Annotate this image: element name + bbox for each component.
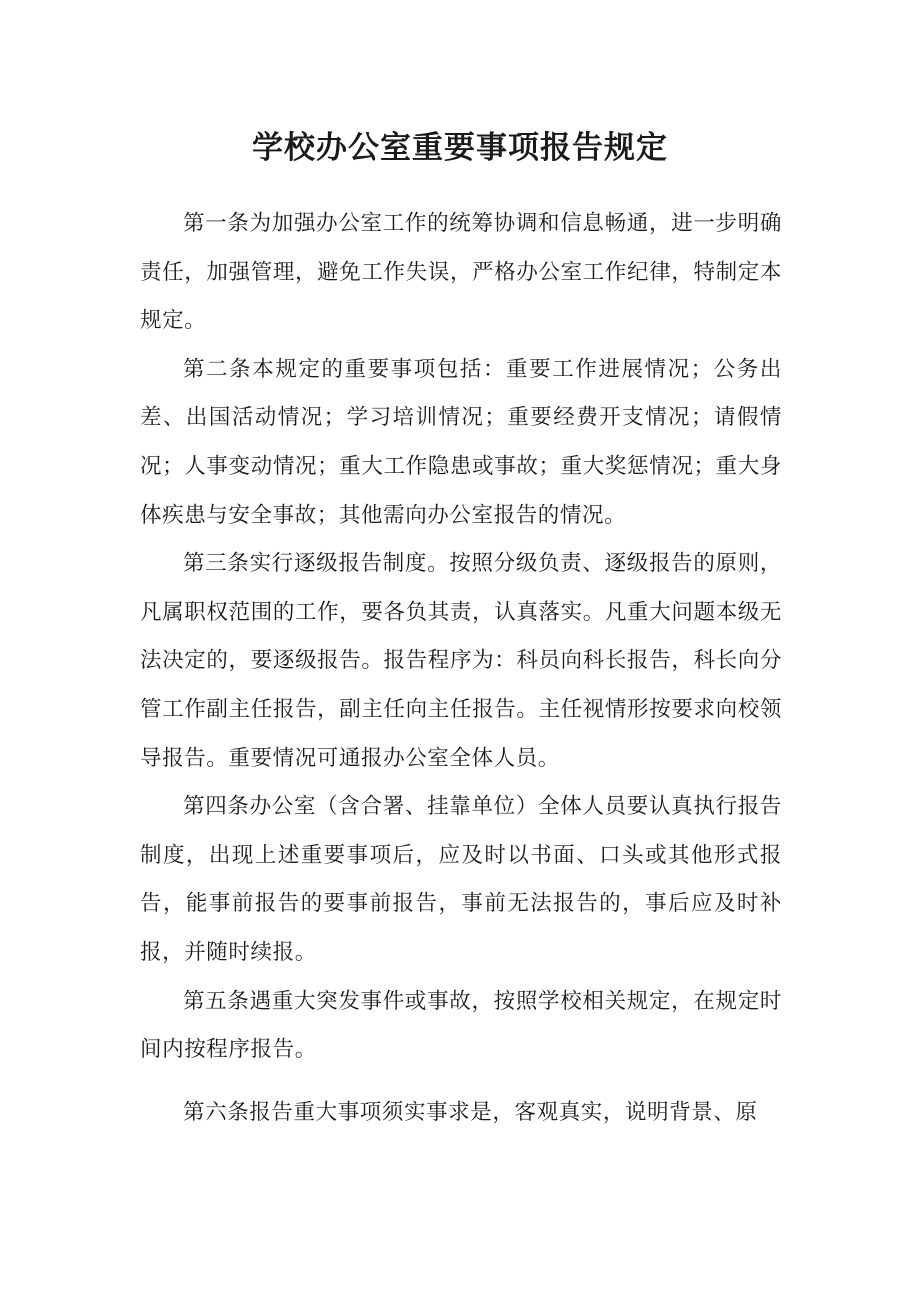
document-body xyxy=(140,200,782,1137)
document-title: 学校办公室重要事项报告规定 xyxy=(252,130,668,166)
article-6-paragraph: 第六条报告重大事项须实事求是，客观真实，说明背景、原 xyxy=(183,1099,758,1125)
article-2-paragraph: 第二条本规定的重要事项包括：重要工作进展情况；公务出差、出国活动情况；学习培训情况；重要经费开支情况；请假情况；人事变动情况；重大工作隐患或事故；重大奖惩情况；重大身体疾患与安全事故；其他需向办公室报告的情况。 xyxy=(140,356,782,528)
article-4-paragraph: 第四条办公室（含合署、挂靠单位）全体人员要认真执行报告制度，出现上述重要事项后，应及时以书面、口头或其他形式报告，能事前报告的要事前报告，事前无法报告的，事后应及时补报，并随时续报。 xyxy=(140,794,782,965)
article-5-paragraph: 第五条遇重大突发事件或事故，按照学校相关规定，在规定时间内按程序报告。 xyxy=(140,988,782,1063)
article-3-paragraph: 第三条实行逐级报告制度。按照分级负责、逐级报告的原则，凡属职权范围的工作，要各负其责，认真落实。凡重大问题本级无法决定的，要逐级报告。报告程序为：科员向科长报告，科长向分管工作副主任报告，副主任向主任报告。主任视情形按要求向校领导报告。重要情况可通报办公室全体人员。 xyxy=(140,551,782,771)
article-1-paragraph: 第一条为加强办公室工作的统筹协调和信息畅通，进一步明确责任，加强管理，避免工作失误，严格办公室工作纪律，特制定本规定。 xyxy=(140,211,782,334)
